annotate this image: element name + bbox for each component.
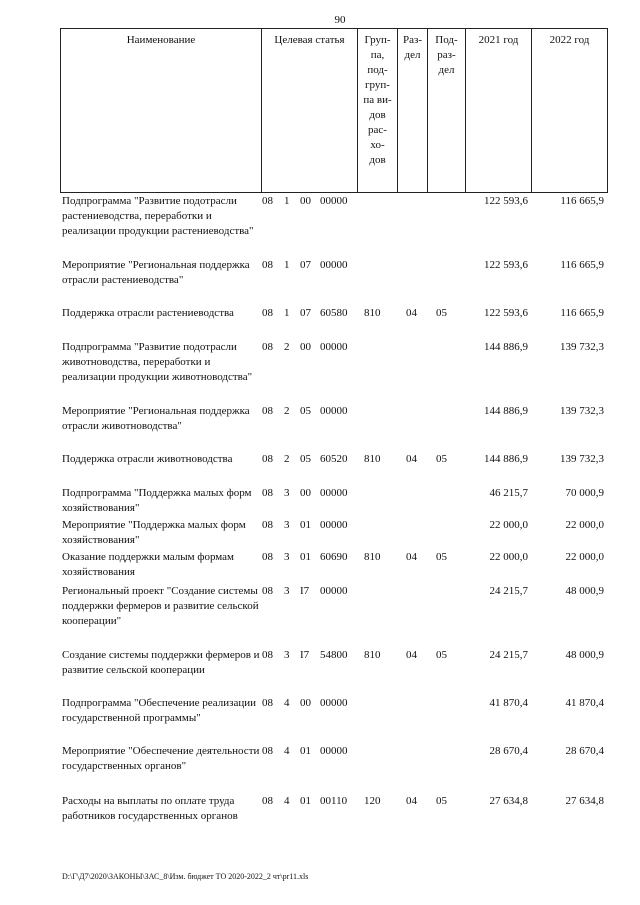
row-code-1: 08 bbox=[262, 519, 273, 531]
row-code-4: 00000 bbox=[320, 519, 348, 531]
row-amount-2022: 22 000,0 bbox=[565, 519, 604, 531]
header-subsection: Под- раз- дел bbox=[427, 29, 465, 192]
row-code-1: 08 bbox=[262, 697, 273, 709]
row-code-3: 01 bbox=[300, 519, 311, 531]
row-section: 04 bbox=[406, 795, 417, 807]
row-amount-2022: 41 870,4 bbox=[565, 697, 604, 709]
row-name: Создание системы поддержки фермеров и развитие сельской кооперации bbox=[62, 649, 260, 676]
row-group: 120 bbox=[364, 795, 381, 807]
row-group: 810 bbox=[364, 551, 381, 563]
row-name: Подпрограмма "Развитие подотрасли животноводства, переработки и реализации продукции животноводства" bbox=[62, 341, 253, 383]
row-code-4: 00000 bbox=[320, 341, 348, 353]
row-name: Региональный проект "Создание системы поддержки фермеров и развитие сельской кооперации" bbox=[62, 585, 259, 627]
row-code-4: 00000 bbox=[320, 745, 348, 757]
row-subsection: 05 bbox=[436, 551, 447, 563]
row-name: Расходы на выплаты по оплате труда работников государственных органов bbox=[62, 795, 238, 822]
row-section: 04 bbox=[406, 551, 417, 563]
row-name: Поддержка отрасли животноводства bbox=[62, 453, 233, 465]
row-code-2: 2 bbox=[284, 341, 290, 353]
header-2021: 2021 год bbox=[465, 29, 531, 192]
row-code-4: 00000 bbox=[320, 259, 348, 271]
page-number: 90 bbox=[334, 14, 346, 26]
row-code-4: 54800 bbox=[320, 649, 348, 661]
row-code-3: 01 bbox=[300, 795, 311, 807]
row-amount-2022: 116 665,9 bbox=[560, 259, 604, 271]
row-code-1: 08 bbox=[262, 341, 273, 353]
row-code-2: 3 bbox=[284, 551, 290, 563]
row-code-4: 00110 bbox=[320, 795, 348, 807]
row-amount-2021: 144 886,9 bbox=[484, 405, 528, 417]
row-code-4: 00000 bbox=[320, 697, 348, 709]
row-section: 04 bbox=[406, 307, 417, 319]
row-group: 810 bbox=[364, 649, 381, 661]
row-code-1: 08 bbox=[262, 453, 273, 465]
row-amount-2022: 70 000,9 bbox=[565, 487, 604, 499]
row-code-1: 08 bbox=[262, 649, 273, 661]
row-code-4: 60690 bbox=[320, 551, 348, 563]
row-amount-2022: 22 000,0 bbox=[565, 551, 604, 563]
row-group: 810 bbox=[364, 307, 381, 319]
row-name: Подпрограмма "Поддержка малых форм хозяйствования" bbox=[62, 487, 252, 514]
header-name: Наименование bbox=[126, 34, 196, 46]
header-group: Груп- па, под- груп- па ви- дов рас- хо- дов bbox=[357, 29, 397, 192]
row-amount-2021: 24 215,7 bbox=[489, 649, 528, 661]
row-code-3: 00 bbox=[300, 487, 311, 499]
row-group: 810 bbox=[364, 453, 381, 465]
row-code-4: 00000 bbox=[320, 195, 348, 207]
row-amount-2022: 139 732,3 bbox=[560, 453, 604, 465]
row-code-3: I7 bbox=[300, 649, 310, 661]
row-section: 04 bbox=[406, 453, 417, 465]
row-name: Оказание поддержки малым формам хозяйствования bbox=[62, 551, 235, 578]
row-code-3: 01 bbox=[300, 745, 311, 757]
row-code-2: 4 bbox=[284, 697, 290, 709]
row-amount-2022: 116 665,9 bbox=[560, 195, 604, 207]
row-code-1: 08 bbox=[262, 585, 273, 597]
row-code-3: 00 bbox=[300, 341, 311, 353]
row-subsection: 05 bbox=[436, 307, 447, 319]
row-amount-2021: 41 870,4 bbox=[489, 697, 528, 709]
row-code-4: 00000 bbox=[320, 585, 348, 597]
footer-file-path: D:\Г\Д7\2020\ЗАКОНЫ\ЗАС_8\Изм. бюджет ТО 2020-2022_2 чт\pr11.xls bbox=[62, 872, 309, 881]
row-amount-2022: 116 665,9 bbox=[560, 307, 604, 319]
row-code-1: 08 bbox=[262, 795, 273, 807]
row-name: Подпрограмма "Обеспечение реализации государственной программы" bbox=[62, 697, 256, 724]
row-name: Мероприятие "Поддержка малых форм хозяйствования" bbox=[62, 519, 246, 546]
row-code-4: 60520 bbox=[320, 453, 348, 465]
row-code-3: 00 bbox=[300, 195, 311, 207]
row-name: Мероприятие "Региональная поддержка отрасли животноводства" bbox=[62, 405, 250, 432]
row-code-4: 00000 bbox=[320, 487, 348, 499]
row-amount-2022: 139 732,3 bbox=[560, 405, 604, 417]
row-amount-2021: 22 000,0 bbox=[489, 519, 528, 531]
row-amount-2021: 27 634,8 bbox=[489, 795, 528, 807]
row-code-1: 08 bbox=[262, 745, 273, 757]
row-code-2: 2 bbox=[284, 405, 290, 417]
row-amount-2022: 28 670,4 bbox=[565, 745, 604, 757]
row-code-3: 05 bbox=[300, 453, 311, 465]
row-code-1: 08 bbox=[262, 259, 273, 271]
row-amount-2021: 122 593,6 bbox=[484, 307, 528, 319]
row-amount-2021: 144 886,9 bbox=[484, 453, 528, 465]
row-code-2: 1 bbox=[284, 307, 290, 319]
row-code-2: 1 bbox=[284, 195, 290, 207]
row-code-4: 60580 bbox=[320, 307, 348, 319]
header-target: Целевая статья bbox=[261, 29, 357, 192]
row-name: Мероприятие "Обеспечение деятельности государственных органов" bbox=[62, 745, 260, 772]
row-amount-2021: 122 593,6 bbox=[484, 195, 528, 207]
row-code-3: 00 bbox=[300, 697, 311, 709]
row-code-1: 08 bbox=[262, 487, 273, 499]
row-code-2: 4 bbox=[284, 745, 290, 757]
row-amount-2021: 122 593,6 bbox=[484, 259, 528, 271]
row-code-3: I7 bbox=[300, 585, 310, 597]
row-code-1: 08 bbox=[262, 405, 273, 417]
row-name: Мероприятие "Региональная поддержка отрасли растениеводства" bbox=[62, 259, 250, 286]
row-amount-2021: 144 886,9 bbox=[484, 341, 528, 353]
row-subsection: 05 bbox=[436, 795, 447, 807]
row-amount-2021: 22 000,0 bbox=[489, 551, 528, 563]
row-amount-2022: 139 732,3 bbox=[560, 341, 604, 353]
row-code-1: 08 bbox=[262, 195, 273, 207]
row-code-1: 08 bbox=[262, 307, 273, 319]
row-code-2: 3 bbox=[284, 649, 290, 661]
row-code-3: 07 bbox=[300, 307, 311, 319]
row-section: 04 bbox=[406, 649, 417, 661]
row-name: Поддержка отрасли растениеводства bbox=[62, 307, 234, 319]
row-code-2: 3 bbox=[284, 487, 290, 499]
row-code-1: 08 bbox=[262, 551, 273, 563]
row-amount-2021: 28 670,4 bbox=[489, 745, 528, 757]
row-code-3: 07 bbox=[300, 259, 311, 271]
table-header bbox=[60, 28, 608, 193]
row-amount-2021: 46 215,7 bbox=[489, 487, 528, 499]
row-name: Подпрограмма "Развитие подотрасли растениеводства, переработки и реализации продукции растениеводства" bbox=[62, 195, 254, 237]
row-amount-2022: 48 000,9 bbox=[565, 585, 604, 597]
row-code-3: 01 bbox=[300, 551, 311, 563]
row-code-2: 1 bbox=[284, 259, 290, 271]
header-section: Раз- дел bbox=[397, 29, 427, 192]
row-code-2: 3 bbox=[284, 519, 290, 531]
row-amount-2022: 48 000,9 bbox=[565, 649, 604, 661]
row-amount-2022: 27 634,8 bbox=[565, 795, 604, 807]
row-code-2: 4 bbox=[284, 795, 290, 807]
row-code-2: 2 bbox=[284, 453, 290, 465]
row-code-2: 3 bbox=[284, 585, 290, 597]
row-subsection: 05 bbox=[436, 453, 447, 465]
header-2022: 2022 год bbox=[531, 29, 607, 192]
row-code-3: 05 bbox=[300, 405, 311, 417]
row-code-4: 00000 bbox=[320, 405, 348, 417]
row-amount-2021: 24 215,7 bbox=[489, 585, 528, 597]
row-subsection: 05 bbox=[436, 649, 447, 661]
